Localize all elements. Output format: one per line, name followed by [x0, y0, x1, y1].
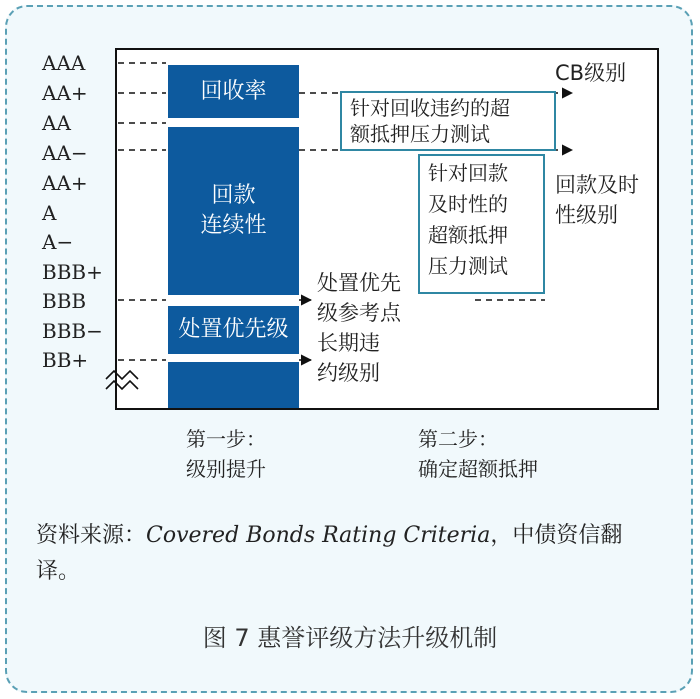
- rating-label: A: [42, 201, 57, 225]
- source-suffix: ，中债资信翻译。: [36, 523, 623, 584]
- timeliness-level-line2: 性级别: [555, 203, 618, 227]
- rating-label: AA: [42, 111, 71, 135]
- step-two-title: 第二步：: [418, 427, 498, 451]
- anchor-line1: 处置优先: [317, 271, 401, 295]
- timeliness-stress-line4: 压力测试: [428, 254, 508, 278]
- source-prefix: 资料来源：: [36, 523, 147, 548]
- cb-level-label: CB级别: [555, 61, 627, 85]
- timeliness-stress-line2: 及时性的: [428, 192, 508, 216]
- rating-label: BBB+: [42, 260, 103, 284]
- recovery-rate-label: 回收率: [200, 78, 267, 104]
- rating-label: A−: [42, 230, 74, 254]
- step-two: [418, 424, 538, 484]
- step-one: [186, 424, 266, 484]
- anchor-line3: 长期违: [317, 331, 380, 355]
- axis-break-icon: [106, 371, 138, 389]
- rating-label: BB+: [42, 348, 89, 372]
- recovery-stress-test-box: [340, 91, 556, 151]
- rating-label: AA+: [42, 171, 88, 195]
- rating-label: AA−: [42, 141, 88, 165]
- timeliness-level-line1: 回款及时: [555, 173, 639, 197]
- step-two-desc: 确定超额抵押: [418, 457, 538, 481]
- payment-continuity-label-line2: 连续性: [200, 213, 267, 238]
- anchor-line2: 级参考点: [317, 301, 401, 325]
- rating-label: AAA: [42, 51, 86, 75]
- anchor-label: [317, 268, 401, 388]
- rating-label: BBB−: [42, 319, 103, 343]
- timeliness-stress-line1: 针对回款: [428, 161, 508, 185]
- resolution-priority-label: 处置优先级: [178, 317, 289, 342]
- recovery-stress-line2: 额抵押压力测试: [350, 122, 490, 146]
- timeliness-stress-line3: 超额抵押: [428, 223, 508, 247]
- payment-continuity-label-line1: 回款: [211, 183, 256, 208]
- rating-label: AA+: [42, 81, 88, 105]
- step-one-title: 第一步：: [186, 427, 266, 451]
- step-one-desc: 级别提升: [186, 457, 266, 481]
- source-title: Covered Bonds Rating Criteria: [146, 523, 491, 548]
- timeliness-stress-test-box: [418, 154, 545, 294]
- source-note: [36, 518, 656, 590]
- recovery-stress-line1: 针对回收违约的超: [350, 96, 510, 120]
- anchor-line4: 约级别: [317, 361, 380, 385]
- timeliness-level-label: [555, 170, 639, 230]
- rating-label: BBB: [42, 289, 87, 313]
- figure-caption: 图 7 惠誉评级方法升级机制: [202, 624, 498, 652]
